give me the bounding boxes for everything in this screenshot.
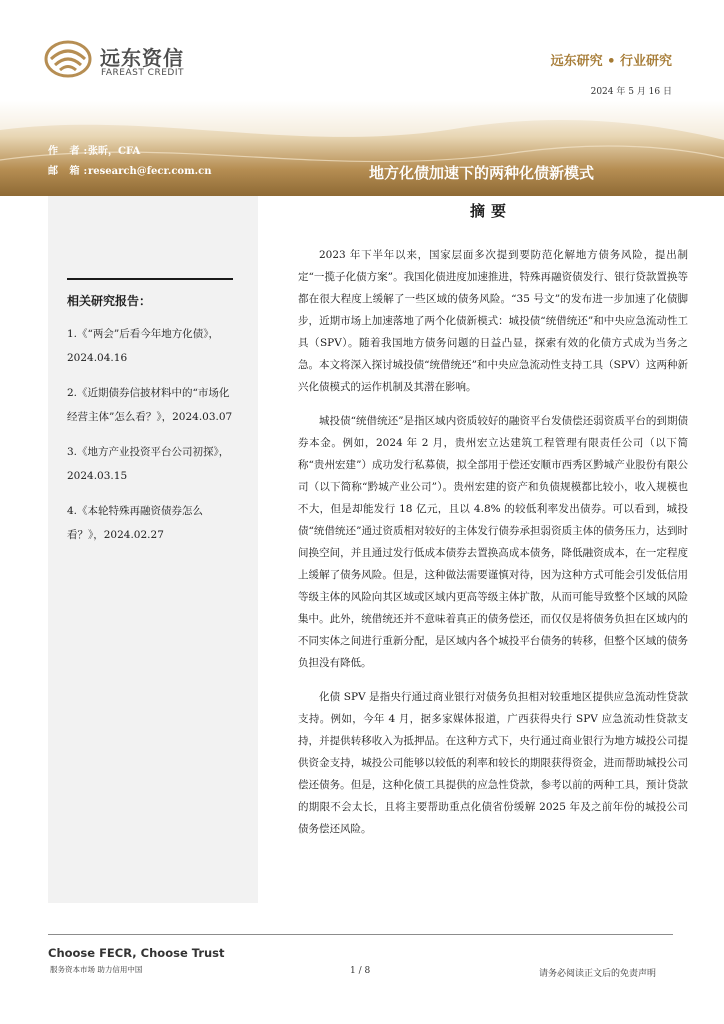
related-report-item[interactable]: 4.《本轮特殊再融资债券怎么看？》，2024.02.27 (67, 505, 204, 541)
footer-divider (48, 934, 673, 935)
abstract-paragraph: 化债 SPV 是指央行通过商业银行对债务负担相对较重地区提供应急流动性贷款支持。例如，今年 4 月，据多家媒体报道，广西获得央行 SPV 应急流动性贷款支持，并提供转移收入为抵押品。在这种方式下，央行通过商业银行为地方城投公司提供资金支持，城投公司能够以较低的利率和较长的期限获得资金，进而帮助城投公司偿还债务。但是，这种化债工具提供的应急性贷款，参考以前的两种工具，预计贷款的期限不会太长，且将主要帮助重点化债省份缓解 2025 年及之前年份的城投公司债务偿还风险。 (298, 691, 688, 835)
abstract-body (298, 244, 688, 852)
brand-name-en: FAREAST CREDIT (101, 68, 184, 78)
page-number: 1 / 8 (350, 966, 371, 976)
author-label: 作 者: (48, 146, 92, 157)
email-label: 邮 箱: (48, 166, 92, 177)
footer-disclaimer: 请务必阅读正文后的免责声明 (538, 969, 656, 979)
email-line (48, 162, 212, 177)
abstract-paragraph: 城投债“统借统还”是指区域内资质较好的融资平台发债偿还弱资质平台的到期债券本金。例如，2024 年 2 月，贵州宏立达建筑工程管理有限责任公司（以下简称“贵州宏建”）成功发行私募债，拟全部用于偿还安顺市西秀区黔城产业股份有限公司（以下简称“黔城产业公司”）。贵州宏建的资产和负债规模都比较小，收入规模也不大，但是却能发行 18 亿元，且以 4.8% 的较低利率发出债券。可以看到，城投债“统借统还”通过资质相对较好的主体发行债券承担弱资质主体的债务压力，达到时间换空间，并且通过发行低成本债券去置换高成本债务，降低融资成本，在一定程度上缓解了债务风险。但是，这种做法需要谨慎对待，因为这种方式可能会引发低信用等级主体的风险向其区域或区域内更高等级主体扩散，从而可能导致整个区域的风险集中。此外，统借统还并不意味着真正的债务偿还，而仅仅是将债务负担在区域内的不同实体之间进行重新分配，是区域内各个城投平台债务的转移，但整个区域的债务负担没有降低。 (298, 415, 688, 669)
author-line (48, 142, 140, 157)
report-date: 2024 年 5 月 16 日 (590, 87, 672, 97)
report-type: 远东研究 • 行业研究 (550, 54, 672, 69)
email-address[interactable]: research@fecr.com.cn (88, 166, 212, 177)
related-reports-list (67, 322, 239, 558)
related-report-item[interactable]: 2.《近期债券信披材料中的“市场化经营主体”怎么看？》，2024.03.07 (67, 387, 233, 423)
footer-slogan-sub: 服务资本市场 助力信用中国 (50, 965, 143, 974)
sidebar-divider (67, 278, 233, 280)
abstract-heading: 摘要 (470, 202, 513, 220)
report-title: 地方化债加速下的两种化债新模式 (369, 164, 595, 182)
related-report-item[interactable]: 1.《“两会”后看今年地方化债》，2024.04.16 (67, 328, 220, 364)
footer-slogan: Choose FECR, Choose Trust (48, 946, 225, 960)
related-report-item[interactable]: 3.《地方产业投资平台公司初探》，2024.03.15 (67, 446, 230, 482)
author-name: 张昕，CFA (88, 146, 141, 157)
fareast-credit-logo-icon (44, 40, 92, 78)
abstract-paragraph: 2023 年下半年以来，国家层面多次提到要防范化解地方债务风险，提出制定“一揽子化债方案”。我国化债进度加速推进，特殊再融资债发行、银行贷款置换等都在很大程度上缓解了一些区域的债务风险。“35 号文”的发布进一步加速了化债脚步，近期市场上加速落地了两个化债新模式：城投债“统借统还”和中央应急流动性工具（SPV）。随着我国地方债务问题的日益凸显，探索有效的化债方式成为当务之急。本文将深入探讨城投债“统借统还”和中央应急流动性支持工具（SPV）这两种新兴化债模式的运作机制及其潜在影响。 (298, 249, 688, 393)
brand-name-cn: 远东资信 (100, 46, 184, 70)
company-logo (44, 40, 224, 80)
related-reports-heading: 相关研究报告： (67, 294, 152, 308)
